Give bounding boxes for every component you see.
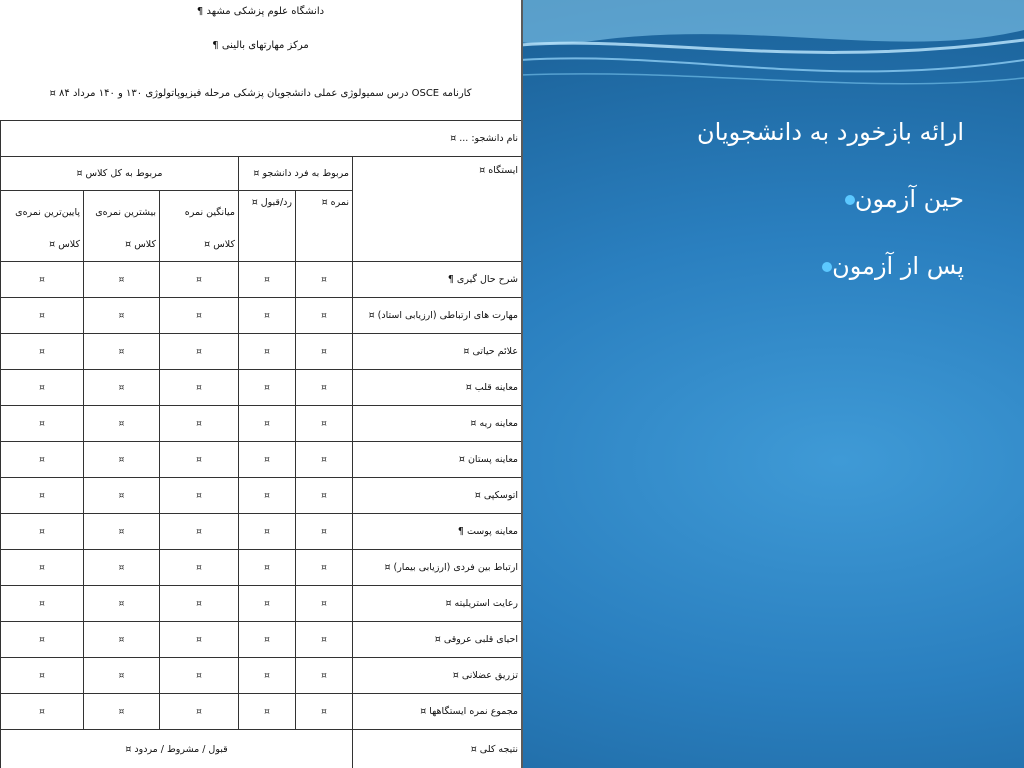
table-row <box>1 262 522 298</box>
table-cell: ¤ <box>239 334 296 370</box>
table-cell: ¤ <box>239 550 296 586</box>
table-cell: ¤ <box>1 262 84 298</box>
table-cell: ¤ <box>160 478 239 514</box>
table-cell: ¤ <box>296 550 353 586</box>
table-cell: ¤ <box>1 586 84 622</box>
table-cell: ¤ <box>1 658 84 694</box>
table-cell: ¤ <box>1 298 84 334</box>
table-cell: ¤ <box>84 478 160 514</box>
table-cell: ¤ <box>84 514 160 550</box>
class-max-header: بیشترین نمره‌ی کلاس ¤ <box>84 191 160 262</box>
table-cell: ¤ <box>296 478 353 514</box>
station-name: رعایت استریلیته ¤ <box>353 586 522 622</box>
table-row <box>1 442 522 478</box>
table-cell: ¤ <box>1 622 84 658</box>
bullet-item <box>814 252 964 280</box>
table-cell: ¤ <box>1 514 84 550</box>
table-cell: ¤ <box>160 298 239 334</box>
table-cell: ¤ <box>239 442 296 478</box>
table-cell: ¤ <box>1 406 84 442</box>
individual-group-header: مربوط به فرد دانشجو ¤ <box>239 157 353 191</box>
station-header: ایستگاه ¤ <box>353 157 522 262</box>
header-report-title: کارنامه OSCE درس سمیولوژی عملی دانشجویان پزشکی مرحله فیزیوپاتولوژی ۱۳۰ و ۱۴۰ مرداد ۸۴ ¤ <box>49 88 472 99</box>
final-result-value: قبول / مشروط / مردود ¤ <box>1 730 353 768</box>
table-cell: ¤ <box>296 694 353 730</box>
table-cell: ¤ <box>160 514 239 550</box>
table-cell: ¤ <box>296 370 353 406</box>
table-cell: ¤ <box>1 442 84 478</box>
station-name: تزریق عضلانی ¤ <box>353 658 522 694</box>
report-table <box>0 120 522 768</box>
table-cell: ¤ <box>296 334 353 370</box>
station-name: معاینه پستان ¤ <box>353 442 522 478</box>
table-cell: ¤ <box>296 442 353 478</box>
station-name: علائم حیاتی ¤ <box>353 334 522 370</box>
slide-title: ارائه بازخورد به دانشجویان <box>697 118 964 146</box>
table-cell: ¤ <box>239 298 296 334</box>
station-name: معاینه قلب ¤ <box>353 370 522 406</box>
table-cell: ¤ <box>239 586 296 622</box>
table-cell: ¤ <box>84 262 160 298</box>
table-cell: ¤ <box>84 586 160 622</box>
station-rows <box>1 262 522 730</box>
table-cell: ¤ <box>239 514 296 550</box>
table-row <box>1 298 522 334</box>
table-cell: ¤ <box>160 370 239 406</box>
table-cell: ¤ <box>160 550 239 586</box>
table-cell: ¤ <box>160 694 239 730</box>
table-cell: ¤ <box>1 478 84 514</box>
table-cell: ¤ <box>84 406 160 442</box>
table-row <box>1 370 522 406</box>
report-header <box>0 0 521 120</box>
table-cell: ¤ <box>296 658 353 694</box>
station-name: مجموع نمره ایستگاهها ¤ <box>353 694 522 730</box>
final-result-label: نتیجه کلی ¤ <box>353 730 522 768</box>
table-cell: ¤ <box>160 442 239 478</box>
bullet-item <box>837 185 964 213</box>
student-name-label: نام دانشجو: ... ¤ <box>1 121 522 157</box>
table-cell: ¤ <box>296 262 353 298</box>
table-cell: ¤ <box>296 622 353 658</box>
table-row <box>1 586 522 622</box>
table-cell: ¤ <box>239 262 296 298</box>
class-min-header: پایین‌ترین نمره‌ی کلاس ¤ <box>1 191 84 262</box>
bullet-dot-icon <box>845 195 855 205</box>
table-cell: ¤ <box>84 298 160 334</box>
table-cell: ¤ <box>84 622 160 658</box>
table-cell: ¤ <box>160 334 239 370</box>
table-row <box>1 622 522 658</box>
table-cell: ¤ <box>84 550 160 586</box>
table-cell: ¤ <box>239 694 296 730</box>
header-university: دانشگاه علوم پزشکی مشهد ¶ <box>196 6 325 17</box>
class-avg-header: میانگین نمره کلاس ¤ <box>160 191 239 262</box>
bullet-text: پس از آزمون <box>832 252 964 280</box>
table-cell: ¤ <box>1 370 84 406</box>
table-row <box>1 478 522 514</box>
station-name: مهارت های ارتباطی (ارزیابی استاد) ¤ <box>353 298 522 334</box>
table-cell: ¤ <box>160 658 239 694</box>
bullet-text: حین آزمون <box>854 185 964 213</box>
table-cell: ¤ <box>239 658 296 694</box>
table-cell: ¤ <box>239 406 296 442</box>
table-cell: ¤ <box>1 694 84 730</box>
table-cell: ¤ <box>296 406 353 442</box>
table-row <box>1 550 522 586</box>
table-cell: ¤ <box>239 478 296 514</box>
table-cell: ¤ <box>84 658 160 694</box>
table-cell: ¤ <box>160 262 239 298</box>
table-row <box>1 514 522 550</box>
class-group-header: مربوط به کل کلاس ¤ <box>1 157 239 191</box>
table-cell: ¤ <box>84 442 160 478</box>
table-cell: ¤ <box>296 514 353 550</box>
pass-fail-header: رد/قبول ¤ <box>239 191 296 262</box>
table-cell: ¤ <box>1 334 84 370</box>
table-row <box>1 658 522 694</box>
table-cell: ¤ <box>1 550 84 586</box>
bullet-dot-icon <box>822 262 832 272</box>
table-row <box>1 334 522 370</box>
station-name: اتوسکپی ¤ <box>353 478 522 514</box>
table-cell: ¤ <box>160 586 239 622</box>
station-name: معاینه پوست ¶ <box>353 514 522 550</box>
table-cell: ¤ <box>296 298 353 334</box>
station-name: شرح حال گیری ¶ <box>353 262 522 298</box>
table-cell: ¤ <box>160 406 239 442</box>
table-cell: ¤ <box>160 622 239 658</box>
table-row <box>1 694 522 730</box>
table-cell: ¤ <box>84 334 160 370</box>
score-header: نمره ¤ <box>296 191 353 262</box>
table-cell: ¤ <box>84 370 160 406</box>
station-name: ارتباط بین فردی (ارزیابی بیمار) ¤ <box>353 550 522 586</box>
table-row <box>1 406 522 442</box>
station-name: معاینه ریه ¤ <box>353 406 522 442</box>
header-center: مرکز مهارتهای بالینی ¶ <box>212 40 309 51</box>
table-cell: ¤ <box>239 370 296 406</box>
table-cell: ¤ <box>296 586 353 622</box>
table-cell: ¤ <box>84 694 160 730</box>
table-cell: ¤ <box>239 622 296 658</box>
station-name: احیای قلبی عروقی ¤ <box>353 622 522 658</box>
